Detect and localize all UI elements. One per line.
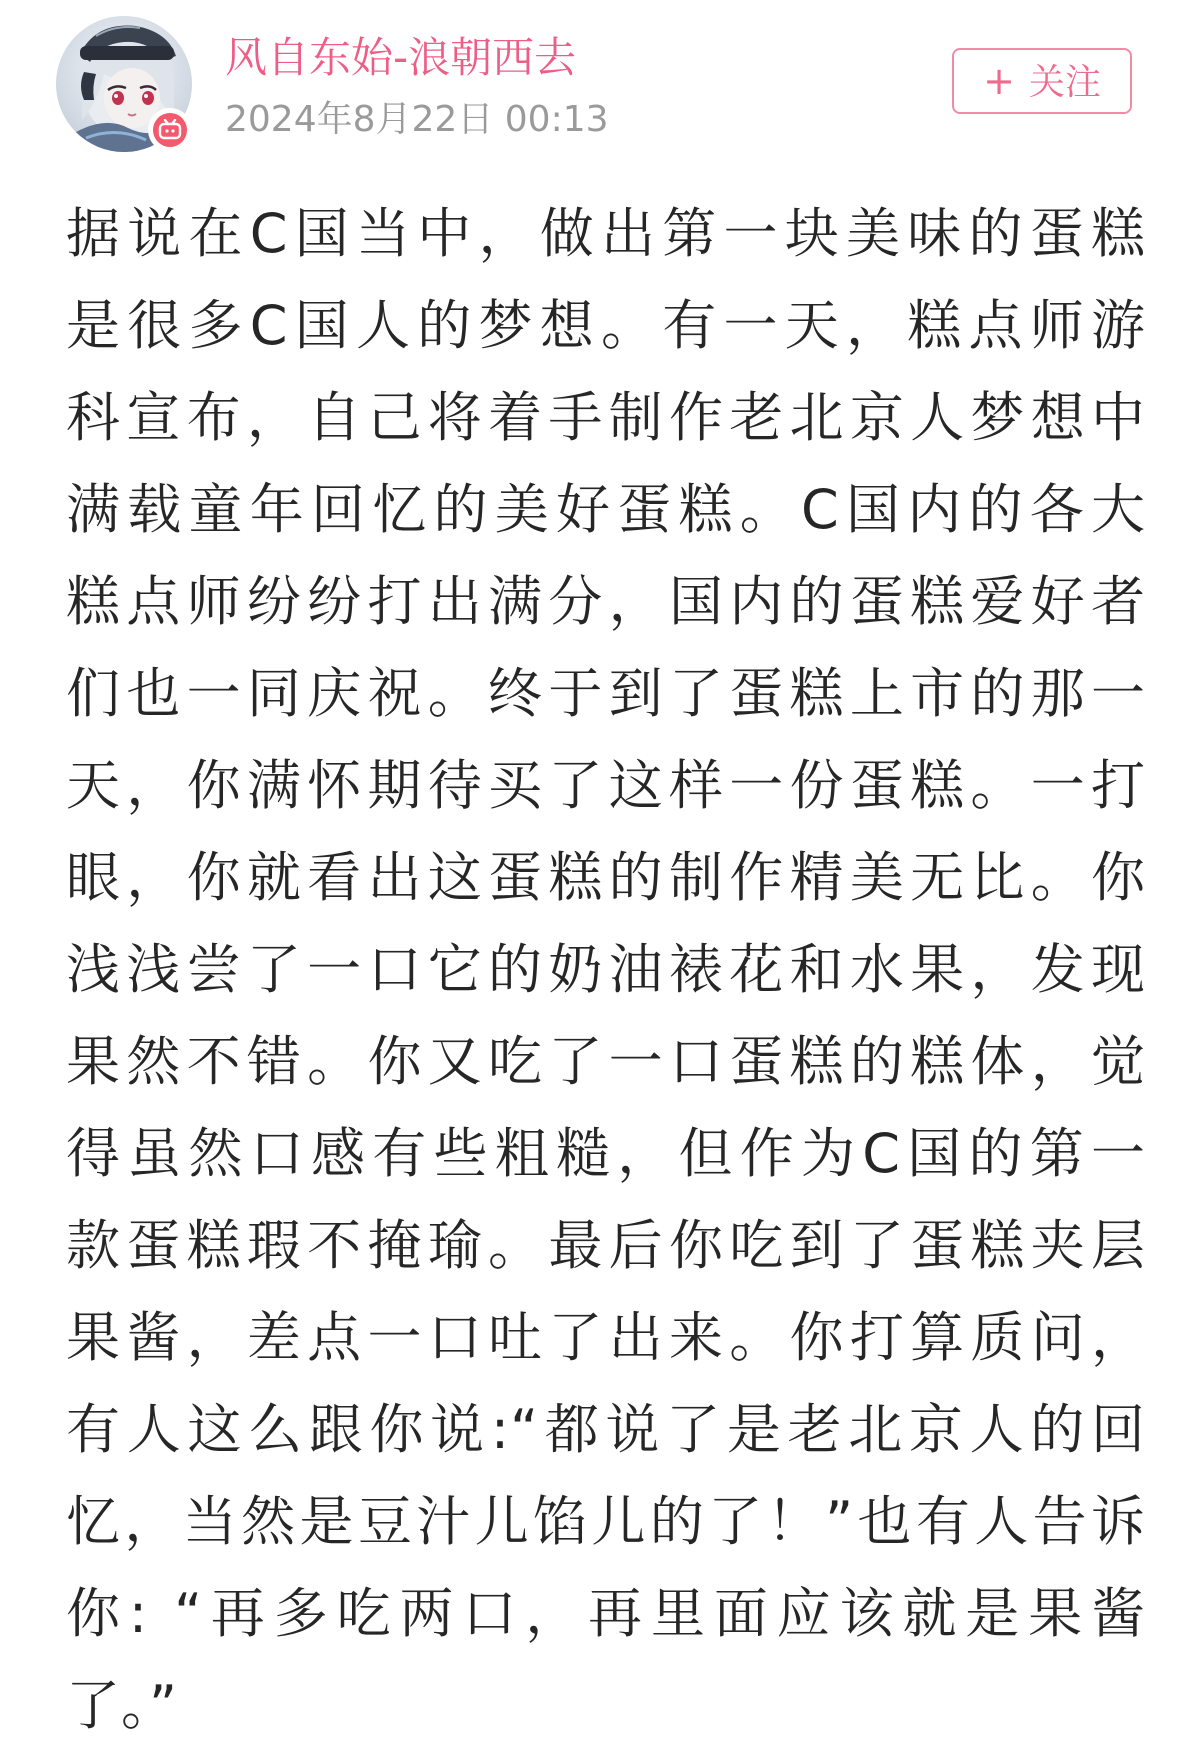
post-header <box>0 0 1200 160</box>
avatar-badge <box>150 110 190 150</box>
post-timestamp: 2024年8月22日 00:13 <box>225 99 609 140</box>
post-body-line: 天，你满怀期待买了这样一份蛋糕。一打 <box>66 754 1146 817</box>
post-body-line: 得虽然口感有些粗糙，但作为C国的第一 <box>66 1122 1146 1185</box>
post-body-line: 科宣布，自己将着手制作老北京人梦想中 <box>66 386 1146 449</box>
post-body-line: 你: “再多吃两口，再里面应该就是果酱 <box>66 1582 1146 1645</box>
post-body-line: 是很多C国人的梦想。有一天，糕点师游 <box>66 294 1146 357</box>
post-body-line: 了。” <box>66 1674 178 1737</box>
author-name[interactable]: 风自东始-浪朝西去 <box>225 33 577 82</box>
post-body-line: 果然不错。你又吃了一口蛋糕的糕体，觉 <box>66 1030 1146 1093</box>
post-body-line: 糕点师纷纷打出满分，国内的蛋糕爱好者 <box>66 570 1146 633</box>
post-body-line: 忆，当然是豆汁儿馅儿的了！”也有人告诉 <box>66 1490 1146 1553</box>
post-body <box>66 188 1146 1752</box>
follow-button-label: 关注 <box>1028 62 1101 103</box>
post-body-line: 眼，你就看出这蛋糕的制作精美无比。你 <box>66 846 1146 909</box>
plus-icon: + <box>983 59 1015 103</box>
post-body-line: 们也一同庆祝。终于到了蛋糕上市的那一 <box>66 662 1146 725</box>
post-body-line: 款蛋糕瑕不掩瑜。最后你吃到了蛋糕夹层 <box>66 1214 1146 1277</box>
post-body-line: 有人这么跟你说:“都说了是老北京人的回 <box>66 1398 1146 1461</box>
post-body-line: 果酱，差点一口吐了出来。你打算质问， <box>66 1306 1146 1369</box>
video-badge-icon <box>158 119 182 141</box>
post-body-line: 浅浅尝了一口它的奶油裱花和水果，发现 <box>66 938 1146 1001</box>
post-body-line: 据说在C国当中，做出第一块美味的蛋糕 <box>66 202 1146 265</box>
follow-button[interactable] <box>952 48 1132 114</box>
post-body-line: 满载童年回忆的美好蛋糕。C国内的各大 <box>66 478 1146 541</box>
